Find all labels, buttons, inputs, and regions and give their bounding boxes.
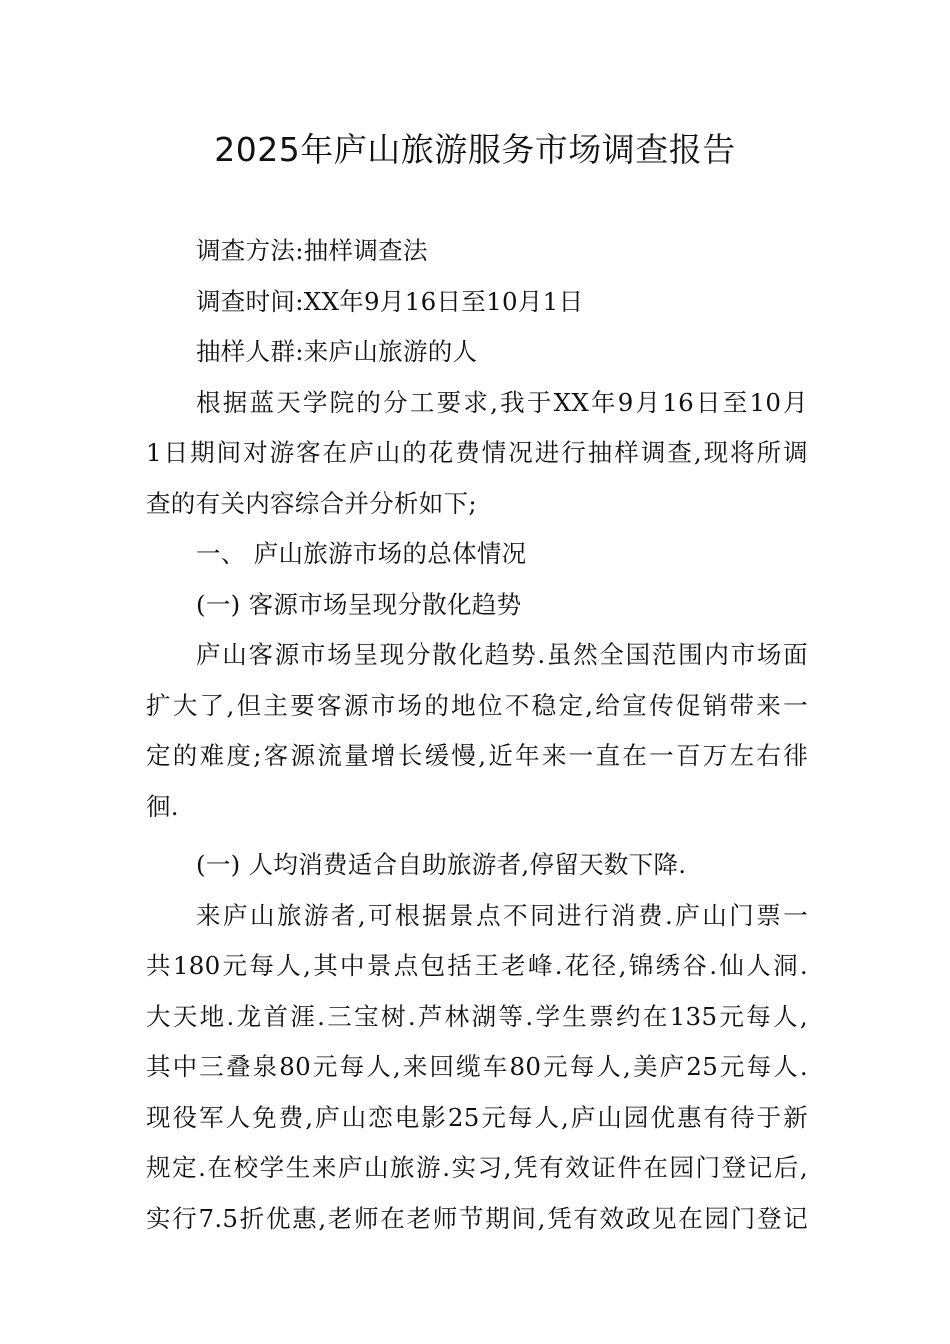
paragraph-line: 1日期间对游客在庐山的花费情况进行抽样调查,现将所调 <box>146 438 808 467</box>
paragraph-line: 规定.在校学生来庐山旅游.实习,凭有效证件在园门登记后, <box>146 1153 808 1182</box>
paragraph-line: 定的难度;客源流量增长缓慢,近年来一直在一百万左右徘 <box>146 741 808 770</box>
paragraph-line: 现役军人免费,庐山恋电影25元每人,庐山园优惠有待于新 <box>146 1102 808 1132</box>
paragraph-line: 庐山客源市场呈现分散化趋势.虽然全国范围内市场面 <box>196 640 808 669</box>
survey-method-line: 调查方法:抽样调查法 <box>196 236 428 265</box>
survey-time-line: 调查时间:XX年9月16日至10月1日 <box>196 286 584 316</box>
paragraph-line: 查的有关内容综合并分析如下; <box>146 488 477 518</box>
paragraph-line: 扩大了,但主要客源市场的地位不稳定,给宣传促销带来一 <box>146 690 808 720</box>
document-title: 2025年庐山旅游服务市场调查报告 <box>214 130 736 169</box>
paragraph-line: 大天地.龙首涯.三宝树.芦林湖等.学生票约在135元每人, <box>146 1001 808 1031</box>
paragraph-line: 实行7.5折优惠,老师在老师节期间,凭有效政见在园门登记 <box>146 1203 808 1233</box>
sample-group-line: 抽样人群:来庐山旅游的人 <box>196 337 478 366</box>
document-body <box>146 226 808 1244</box>
spacer <box>146 832 808 840</box>
paragraph-line: 徊. <box>146 791 179 821</box>
subsection-heading: (一) 人均消费适合自助旅游者,停留天数下降. <box>196 850 687 879</box>
subsection-heading: (一) 客源市场呈现分散化趋势 <box>196 589 522 619</box>
paragraph-line: 其中三叠泉80元每人,来回缆车80元每人,美庐25元每人. <box>146 1052 808 1081</box>
paragraph-line: 来庐山旅游者,可根据景点不同进行消费.庐山门票一 <box>196 900 808 930</box>
paragraph-line: 共180元每人,其中景点包括王老峰.花径,锦绣谷.仙人洞. <box>146 951 808 980</box>
paragraph-line: 根据蓝天学院的分工要求,我于XX年9月16日至10月 <box>196 387 808 417</box>
section-heading: 一、 庐山旅游市场的总体情况 <box>196 539 527 568</box>
